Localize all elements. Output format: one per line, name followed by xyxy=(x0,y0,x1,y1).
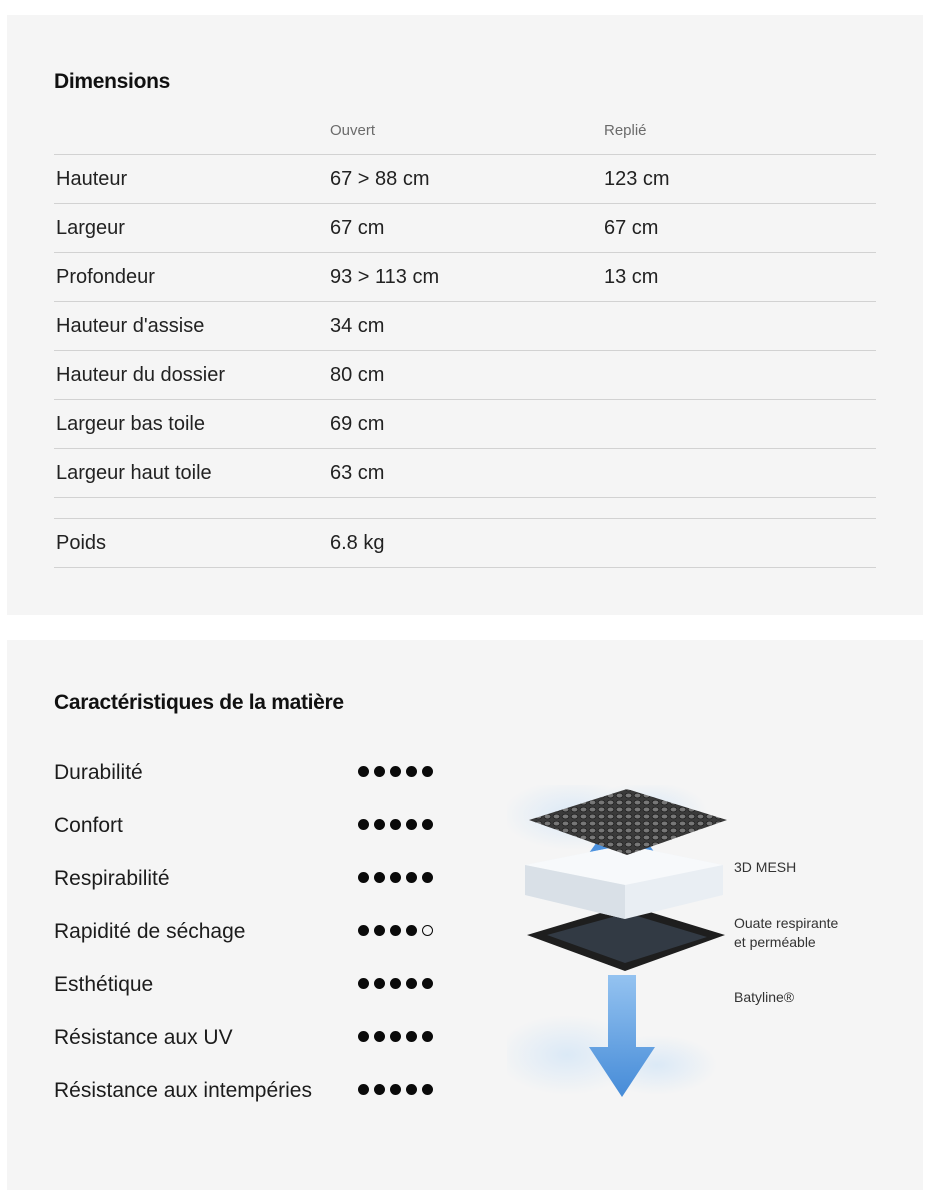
rating-dot-filled xyxy=(358,978,369,989)
rating-dot-filled xyxy=(390,1084,401,1095)
row-open-value: 93 > 113 cm xyxy=(330,266,440,288)
table-row xyxy=(54,204,876,253)
row-open-value: 63 cm xyxy=(330,462,385,484)
rating-dot-filled xyxy=(422,1084,433,1095)
rating-dot-filled xyxy=(374,925,385,936)
dimensions-title: Dimensions xyxy=(54,70,171,93)
characteristic-label: Respirabilité xyxy=(54,867,170,890)
rating-dot-filled xyxy=(406,766,417,777)
label-wadding-line2: et perméable xyxy=(734,934,816,950)
rating-dot-filled xyxy=(374,1084,385,1095)
label-batyline: Batyline® xyxy=(734,989,795,1005)
weight-label: Poids xyxy=(56,532,107,554)
rating-dots xyxy=(358,925,433,936)
rating-dot-filled xyxy=(390,819,401,830)
rating-dot-filled xyxy=(358,766,369,777)
row-open-value: 67 > 88 cm xyxy=(330,168,430,190)
rating-dot-filled xyxy=(374,978,385,989)
row-label: Largeur xyxy=(56,217,125,239)
label-3d-mesh: 3D MESH xyxy=(734,859,797,875)
rating-dot-filled xyxy=(374,819,385,830)
characteristic-label: Rapidité de séchage xyxy=(54,920,246,943)
rating-dot-filled xyxy=(358,819,369,830)
characteristic-item xyxy=(54,973,454,1013)
characteristic-label: Résistance aux UV xyxy=(54,1026,233,1049)
rating-dots xyxy=(358,978,433,989)
row-label: Largeur haut toile xyxy=(56,462,212,484)
rating-dot-filled xyxy=(358,872,369,883)
rating-dots xyxy=(358,1084,433,1095)
rating-dots xyxy=(358,819,433,830)
row-open-value: 69 cm xyxy=(330,413,385,435)
characteristic-label: Confort xyxy=(54,814,123,837)
fabric-layers-illustration xyxy=(507,785,737,1115)
rating-dot-filled xyxy=(406,1031,417,1042)
rating-dot-filled xyxy=(406,1084,417,1095)
rating-dots xyxy=(358,766,433,777)
row-label: Largeur bas toile xyxy=(56,413,205,435)
row-open-value: 80 cm xyxy=(330,364,385,386)
characteristic-label: Durabilité xyxy=(54,761,143,784)
row-label: Hauteur xyxy=(56,168,128,190)
characteristic-label: Résistance aux intempéries xyxy=(54,1079,312,1102)
rating-dots xyxy=(358,872,433,883)
table-row xyxy=(54,449,876,498)
characteristic-item xyxy=(54,814,454,854)
rating-dot-filled xyxy=(406,978,417,989)
characteristic-item xyxy=(54,1026,454,1066)
rating-dot-filled xyxy=(358,1084,369,1095)
weight-value: 6.8 kg xyxy=(330,532,385,554)
rating-dot-filled xyxy=(422,1031,433,1042)
row-label: Profondeur xyxy=(56,266,155,288)
rating-dot-filled xyxy=(406,872,417,883)
wadding-layer xyxy=(525,845,723,919)
material-title: Caractéristiques de la matière xyxy=(54,691,344,714)
rating-dots xyxy=(358,1031,433,1042)
row-label: Hauteur d'assise xyxy=(56,315,205,337)
characteristic-label: Esthétique xyxy=(54,973,154,996)
rating-dot-empty xyxy=(422,925,433,936)
characteristic-item xyxy=(54,867,454,907)
rating-dot-filled xyxy=(422,819,433,830)
rating-dot-filled xyxy=(390,872,401,883)
row-folded-value: 13 cm xyxy=(604,266,659,288)
rating-dot-filled xyxy=(390,1031,401,1042)
row-folded-value: 123 cm xyxy=(604,168,670,190)
rating-dot-filled xyxy=(422,766,433,777)
table-row xyxy=(54,302,876,351)
rating-dot-filled xyxy=(390,766,401,777)
characteristic-item xyxy=(54,920,454,960)
row-open-value: 34 cm xyxy=(330,315,385,337)
row-folded-value: 67 cm xyxy=(604,217,659,239)
table-row xyxy=(54,253,876,302)
rating-dot-filled xyxy=(406,925,417,936)
table-row xyxy=(54,351,876,400)
row-open-value: 67 cm xyxy=(330,217,385,239)
rating-dot-filled xyxy=(390,925,401,936)
rating-dot-filled xyxy=(422,978,433,989)
rating-dot-filled xyxy=(358,925,369,936)
table-row xyxy=(54,400,876,449)
rating-dot-filled xyxy=(422,872,433,883)
material-panel xyxy=(7,640,923,1190)
rating-dot-filled xyxy=(374,872,385,883)
dimensions-panel xyxy=(7,15,923,615)
rating-dot-filled xyxy=(390,978,401,989)
label-wadding-line1: Ouate respirante xyxy=(734,915,839,931)
column-header-open: Ouvert xyxy=(330,122,376,139)
characteristic-item xyxy=(54,1079,454,1119)
table-row xyxy=(54,155,876,204)
column-header-folded: Replié xyxy=(604,122,647,139)
rating-dot-filled xyxy=(406,819,417,830)
weight-row xyxy=(54,519,876,568)
characteristic-item xyxy=(54,761,454,801)
row-label: Hauteur du dossier xyxy=(56,364,225,386)
rating-dot-filled xyxy=(358,1031,369,1042)
rating-dot-filled xyxy=(374,1031,385,1042)
rating-dot-filled xyxy=(374,766,385,777)
